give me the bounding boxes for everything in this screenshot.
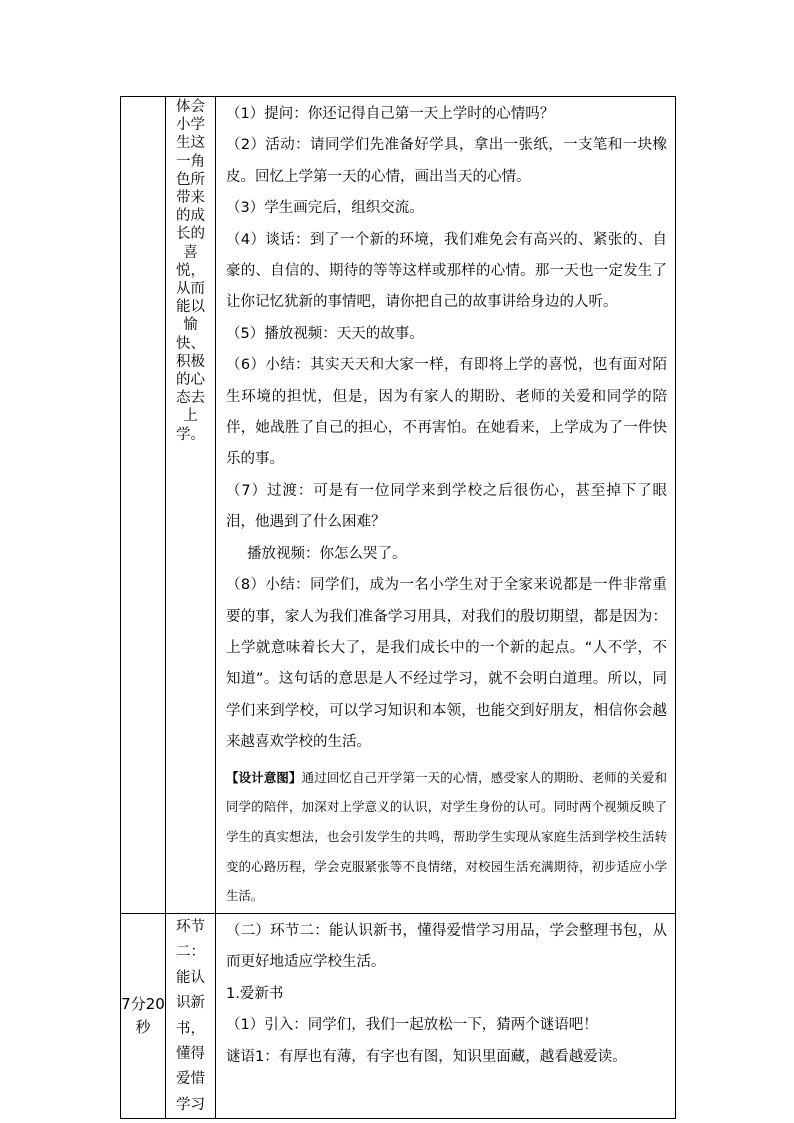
step-transition: （7）过渡：可是有一位同学来到学校之后很伤心，甚至掉下了眼泪，他遇到了什么困难？ — [226, 482, 667, 531]
lesson-plan-table — [120, 96, 676, 1119]
time-cell — [121, 97, 166, 914]
step-video-2: 播放视频：你怎么哭了。 — [247, 545, 407, 562]
step-question: （1）提问：你还记得自己第一天上学时的心情吗？ — [226, 106, 555, 122]
step-talk: （4）谈话：到了一个新的环境，我们难免会有高兴的、紧张的、自豪的、自信的、期待的等等这样或那样的心情。那一天也一定发生了让你记忆犹新的事情吧，请你把自己的故事讲给身边的人听。 — [226, 231, 667, 311]
goal-cell: 环节二：能认识新书，懂得爱惜学习 — [166, 914, 216, 1119]
table-row — [121, 97, 676, 914]
riddle-one: 谜语1：有厚也有薄，有字也有图，知识里面藏，越看越爱读。 — [226, 1048, 627, 1065]
content-cell — [216, 97, 676, 914]
step-exchange: （3）学生画完后，组织交流。 — [226, 200, 424, 217]
step-intro: （1）引入：同学们，我们一起放松一下，猜两个谜语吧！ — [226, 1017, 598, 1034]
step-video: （5）播放视频：天天的故事。 — [226, 325, 424, 342]
table-row — [121, 914, 676, 1119]
time-cell: 7分20秒 — [121, 914, 166, 1119]
step-summary-2: （8）小结：同学们，成为一名小学生对于全家来说都是一件非常重要的事，家人为我们准备学习用具，对我们的殷切期望，都是因为：上学就意味着长大了，是我们成长中的一个新的起点。“人不学，不知道”。这句话的意思是人不经过学习，就不会明白道理。所以，同学们来到学校，可以学习知识和本领，也能交到好朋友，相信你会越来越喜欢学校的生活。 — [226, 577, 667, 751]
design-intent-text: 通过回忆自己开学第一天的心情，感受家人的期盼、老师的关爱和同学的陪伴，加深对上学意义的认识，对学生身份的认可。同时两个视频反映了学生的真实想法，也会引发学生的共鸣，帮助学生实现从家庭生活到学校生活转变的心路历程，学会克服紧张等不良情绪，对校园生活充满期待，初步适应小学生活。 — [226, 769, 668, 904]
design-intent-label: 【设计意图】 — [226, 769, 302, 785]
goal-cell: 体会小学生这一角色所带来的成长的喜悦，从而能以愉快、积极的心态去上学。 — [166, 97, 216, 914]
section-two-subheading: 1.爱新书 — [226, 985, 284, 1002]
content-cell — [216, 914, 676, 1119]
step-summary: （6）小结：其实天天和大家一样，有即将上学的喜悦，也有面对陌生环境的担忧，但是，因为有家人的期盼、老师的关爱和同学的陪伴，她战胜了自己的担心，不再害怕。在她看来，上学成为了一件快乐的事。 — [226, 357, 667, 468]
section-two-heading: （二）环节二：能认识新书，懂得爱惜学习用品，学会整理书包，从而更好地适应学校生活。 — [226, 923, 667, 971]
step-activity: （2）活动：请同学们先准备好学具，拿出一张纸，一支笔和一块橡皮。回忆上学第一天的心情，画出当天的心情。 — [226, 137, 667, 185]
design-intent — [226, 763, 667, 912]
